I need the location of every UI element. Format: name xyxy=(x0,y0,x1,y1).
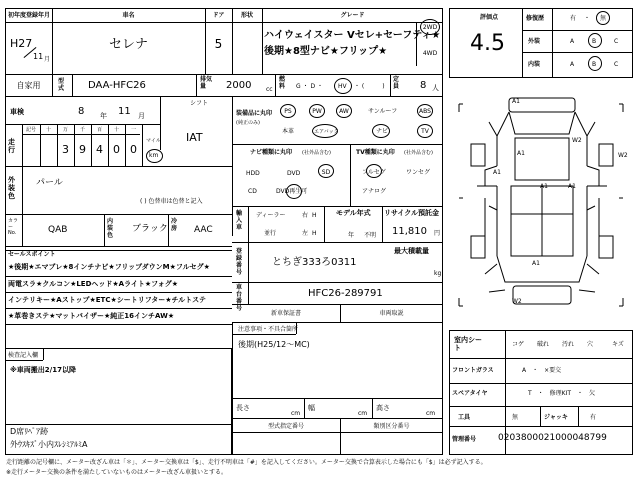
auction-sheet: 初年度登録年月 車名 ドア 形状 グレード H27 11 月 セレナ 5 ハイウェイスター Vセレ+セーフティ★ 後期★8型ナビ★フリップ★ 2WD 4WD 自家用 型式 DAA-HFC26 排気量 2000 cc 燃料 G ・ D ・ HV ・ ( ) 定員 8 人 車検 8 年 11 月 シフト IAT 走行 記号 十 万 3 千 9 百 4 十 0 一 0 マイル km 外装色 パール ( ) 色替車は色替と記入 カラー No. QAB 内装色 ブラック 冷房 AAC 装備品に丸印 (純正のみ) PS PW AW サンルーフ ABS 本革 エアバック ナビ TV ナビ種類に丸印 (社外品含む) HDD DVD SD CD DVD再生可 TV種類に丸印 (社外品含む) フルセグ ワンセグ アナログ 輸入車 ディーラー 並行 右 H 左 H モデル年式 年 不明 リサイクル預託金 11,810 円 最大積載量 kg 登録番号 とちぎ333ろ0311 車台番号 HFC26-289791 新車保証書 車両取説 セールスポイント ★後期★エマブレ★8インチナビ★フリップダウンM★フルセグ★ 両電スラ★クルコン★LEDヘッド★Aライト★フォグ★ インテリキー★Aストップ★ETC★シートリフター★チルトステ ★革巻きステ★マットバイザー★純正16インチAW★ 検査記入欄 ※車両搬出2/17以降 D席ﾘﾍﾟｱ跡 外ｳｽｷｽﾞ小内ｽﾚｼﾐｱﾙﾐA 注意事項・不具合箇所 後期(H25/12〜MC) 長さ cm 幅 cm 高さ cm 型式指定番号 類別区分番号 評価点 4.5 修復歴 有 ・ 無 外装 A B C 内装 A B C A1 W2 A1 W2 A1 A1 A1 A1 W2 室内シート コゲ 破れ 汚れ 穴 キズ フロントガラス A ・ ×要交 スペアタイヤ T ・ 修理KIT ・ 欠 工具 無 ジャッキ 有 管理番号 0203800021000048799 走行距離の記号欄に、メーター改ざん車は「＊」、メーター交換車は「$」、走行不明車は「#」を記入してください。メーター交換で合算表示した場合にも「$」は必ず記入する。 ※走行メーター交換の条件を満たしていないものはメーター改ざん車扱いとする。 xyxy=(0,0,640,480)
equip-ps: PS xyxy=(284,108,292,115)
exterior-color: パール xyxy=(36,178,63,188)
usage-value: 自家用 xyxy=(16,81,41,90)
ac-value: AAC xyxy=(194,225,213,235)
exterior-color-note: ( ) 色替車は色替と記入 xyxy=(140,198,203,205)
digit-value: 9 xyxy=(79,143,86,156)
import-h2: H xyxy=(312,230,317,237)
type-code-label: 型式指定番号 xyxy=(267,423,304,430)
tools-value: 無 xyxy=(512,414,519,421)
digit-value: 3 xyxy=(62,143,69,156)
ac-label: 冷房 xyxy=(171,218,178,232)
tools-label: 工具 xyxy=(458,414,471,421)
score-label: 評価点 xyxy=(480,14,499,21)
digit-header: 十 xyxy=(113,127,119,133)
inspection-month: 11 xyxy=(118,106,131,117)
max-load-kg: kg xyxy=(434,270,442,277)
exterior-grade-c: C xyxy=(614,38,619,45)
equipment-label: 装備品に丸印 xyxy=(236,110,273,117)
tv-fullseg: フルセグ xyxy=(362,169,386,176)
car-name-label: 車名 xyxy=(122,12,135,19)
interior-color-label: 内装色 xyxy=(107,218,114,239)
sales-line-1: ★後期★エマブレ★8インチナビ★フリップダウンM★フルセグ★ xyxy=(8,263,210,271)
first-reg-year: H27 xyxy=(10,37,33,50)
inspector-bottom-2: 外ｳｽｷｽﾞ小内ｽﾚｼﾐｱﾙﾐA xyxy=(10,440,88,449)
exterior-grade-a: A xyxy=(570,38,575,45)
digit-value: 4 xyxy=(96,143,103,156)
interior-grade-b: B xyxy=(592,61,597,68)
recycle-yen: 円 xyxy=(434,230,441,237)
navi-sd: SD xyxy=(321,169,331,176)
damage-mark: A1 xyxy=(540,183,548,190)
class-code-label: 類別区分番号 xyxy=(373,423,410,430)
inspector-label: 検査記入欄 xyxy=(8,352,39,359)
first-reg-month: 11 xyxy=(33,52,44,61)
import-right: 右 xyxy=(302,212,309,219)
dim-length: 長さ xyxy=(236,404,250,412)
manual-label: 車両取説 xyxy=(379,310,404,317)
notes-label: 注意事項・不具合箇所 xyxy=(238,326,299,333)
damage-mark: A1 xyxy=(512,98,520,105)
digit-header: 百 xyxy=(96,127,102,133)
damage-mark: A1 xyxy=(568,183,576,190)
seats-label: 定員 xyxy=(393,76,400,90)
import-h: H xyxy=(312,212,317,219)
tv-sub: (社外品含む) xyxy=(404,150,433,156)
import-left: 左 xyxy=(302,230,309,237)
dim-width-cm: cm xyxy=(358,410,368,417)
tv-label: TV種類に丸印 xyxy=(356,149,395,156)
grade-line1: ハイウェイスター Vセレ+セーフティ★ xyxy=(264,30,441,41)
sheet-item: 穴 xyxy=(587,341,594,348)
exterior-label: 外装色 xyxy=(8,176,15,200)
awd-2wd: 2WD xyxy=(422,24,438,31)
inspector-text: ※車両搬出2/17以降 xyxy=(10,366,76,374)
damage-mark: W2 xyxy=(572,137,582,144)
navi-sub: (社外品含む) xyxy=(302,150,331,156)
repair-label: 修復歴 xyxy=(526,15,545,22)
seats-unit: 人 xyxy=(432,84,439,92)
color-code-label: カラー No. xyxy=(8,218,19,236)
equipment-sub: (純正のみ) xyxy=(236,120,260,126)
damage-mark: A1 xyxy=(532,260,540,267)
tv-oneseg: ワンセグ xyxy=(406,169,431,176)
color-code-value: QAB xyxy=(48,225,68,235)
max-load-label: 最大積載量 xyxy=(394,247,429,255)
fuel-label: 燃料 xyxy=(279,76,286,90)
spare-tire-value: T ・ 修理KIT ・ 欠 xyxy=(528,390,596,397)
recycle-label: リサイクル預託金 xyxy=(384,209,440,217)
sales-point-label: セールスポイント xyxy=(8,251,56,258)
windshield-value: A ・ ×要交 xyxy=(522,367,562,374)
equip-tv: TV xyxy=(421,128,429,135)
fuel-paren: ・ ( ) xyxy=(354,83,385,90)
grade-line2: 後期★8型ナビ★フリップ★ xyxy=(264,46,388,57)
interior-sheet-label: 室内シート xyxy=(454,336,482,352)
mileage-label: 走行 xyxy=(8,138,15,154)
fuel-selected: HV xyxy=(338,83,347,90)
spare-tire-label: スペアタイヤ xyxy=(452,390,488,397)
model-value: DAA-HFC26 xyxy=(88,80,146,91)
inspector-bottom-1: D席ﾘﾍﾟｱ跡 xyxy=(10,427,49,436)
shift-label: シフト xyxy=(190,100,209,107)
car-diagram xyxy=(449,86,633,324)
interior-color-value: ブラック xyxy=(132,224,168,234)
sales-line-4: ★革巻きステ★マットバイザー★純正16インチAW★ xyxy=(8,312,175,320)
sales-line-3: インテリキー★Aストップ★ETC★シートリフター★チルトステ xyxy=(8,296,206,304)
damage-mark: W2 xyxy=(618,152,628,159)
model-year-unknown: 不明 xyxy=(364,232,377,239)
exterior-grade-b: B xyxy=(592,38,597,45)
import-dealer: ディーラー xyxy=(256,212,286,219)
digit-value: 0 xyxy=(113,143,120,156)
door-label: ドア xyxy=(212,12,225,19)
digit-header: 十 xyxy=(45,127,51,133)
model-label: 型式 xyxy=(58,78,65,92)
repair-yes: 有 xyxy=(570,15,577,22)
exterior-grade-label: 外装 xyxy=(528,38,541,45)
warranty-label: 新車保証書 xyxy=(270,310,301,317)
seats-value: 8 xyxy=(420,80,427,91)
dim-height-cm: cm xyxy=(426,410,436,417)
equip-navi: ナビ xyxy=(376,128,389,135)
footer-line-2: ※走行メーター交換の条件を満たしていないものはメーター改ざん車扱いとする。 xyxy=(6,469,228,476)
grade-label: グレード xyxy=(340,12,365,19)
model-year-label: モデル年式 xyxy=(336,209,371,217)
inspection-year: 8 xyxy=(78,106,85,117)
recycle-value: 11,810 xyxy=(392,226,427,237)
sheet-item: 汚れ xyxy=(562,341,575,348)
sales-line-2: 両電スラ★クルコン★LEDヘッド★Aライト★フォグ★ xyxy=(8,280,179,288)
navi-dvd: DVD xyxy=(287,170,301,177)
inspection-month-unit: 月 xyxy=(138,112,145,120)
tv-analog: アナログ xyxy=(362,188,387,195)
month-unit: 月 xyxy=(44,56,51,63)
damage-mark: W2 xyxy=(512,298,522,305)
mgmt-label: 管理番号 xyxy=(452,436,477,443)
equip-sunroof: サンルーフ xyxy=(368,108,398,115)
import-label: 輸入車 xyxy=(236,210,243,231)
navi-hdd: HDD xyxy=(246,170,260,177)
car-name: セレナ xyxy=(108,37,148,52)
sheet-item: キズ xyxy=(612,341,624,348)
registration-label: 登録番号 xyxy=(236,248,243,276)
sheet-item: コゲ xyxy=(512,341,525,348)
digit-value: 0 xyxy=(130,143,137,156)
digit-header: 千 xyxy=(79,127,85,133)
chassis-value: HFC26-289791 xyxy=(308,288,383,299)
cc-unit: cc xyxy=(266,86,273,93)
repair-no: 無 xyxy=(600,15,607,22)
interior-grade-label: 内装 xyxy=(528,61,541,68)
equip-leather: 本革 xyxy=(282,128,295,135)
first-reg-label: 初年度登録年月 xyxy=(7,12,50,19)
dim-width: 幅 xyxy=(308,404,315,412)
chassis-label: 車台番号 xyxy=(236,284,243,312)
unit-km: km xyxy=(149,152,159,159)
damage-mark: A1 xyxy=(493,169,501,176)
dim-length-cm: cm xyxy=(291,410,301,417)
import-parallel: 並行 xyxy=(264,230,277,237)
notes-text: 後期(H25/12〜MC) xyxy=(238,340,310,349)
sheet-item: 破れ xyxy=(537,341,550,348)
navi-cd: CD xyxy=(248,188,257,195)
registration-value: とちぎ333ろ0311 xyxy=(272,257,357,268)
equip-abs: ABS xyxy=(419,108,431,115)
interior-grade-a: A xyxy=(570,61,575,68)
mgmt-value: 0203800021000048799 xyxy=(498,433,607,443)
inspection-label: 車検 xyxy=(10,108,24,116)
shift-value: IAT xyxy=(186,131,203,144)
equip-airbag: エアバック xyxy=(314,129,339,135)
inspection-year-unit: 年 xyxy=(100,112,107,120)
digit-header: 一 xyxy=(130,127,136,133)
mileage-memo-label: 記号 xyxy=(26,127,37,133)
doors: 5 xyxy=(214,37,223,51)
inspector-box xyxy=(5,348,232,455)
navi-label: ナビ種類に丸印 xyxy=(250,149,293,156)
score-value: 4.5 xyxy=(470,31,505,56)
footer-line-1: 走行距離の記号欄に、メーター改ざん車は「＊」、メーター交換車は「$」、走行不明車は「#」を記入してください。メーター交換で合算表示した場合にも「$」は必ず記入する。 xyxy=(6,459,487,466)
jack-value: 有 xyxy=(590,414,597,421)
damage-mark: A1 xyxy=(517,150,525,157)
awd-4wd: 4WD xyxy=(422,50,438,57)
interior-grade-c: C xyxy=(614,61,619,68)
equip-aw: AW xyxy=(339,108,349,115)
windshield-label: フロントガラス xyxy=(452,367,494,374)
navi-dvd-play: DVD再生可 xyxy=(276,188,308,195)
fuel-options: G ・ D ・ xyxy=(296,83,323,90)
displacement-value: 2000 xyxy=(226,80,252,91)
dim-height: 高さ xyxy=(376,404,390,412)
equip-pw: PW xyxy=(312,108,322,115)
jack-label: ジャッキ xyxy=(544,414,568,421)
displacement-label: 排気量 xyxy=(200,76,213,90)
unit-mile: マイル xyxy=(146,138,161,144)
model-year-unit: 年 xyxy=(348,232,355,239)
digit-header: 万 xyxy=(62,127,68,133)
shape-label: 形状 xyxy=(240,12,253,19)
